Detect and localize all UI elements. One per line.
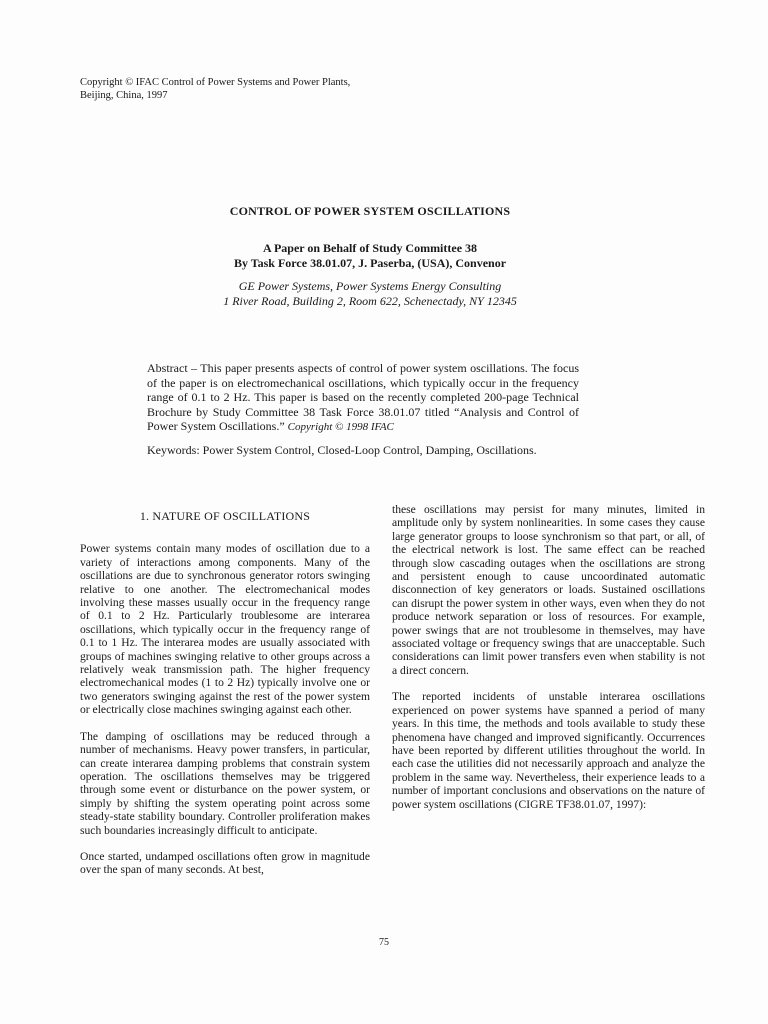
- page-number: 75: [379, 937, 389, 948]
- abstract: [147, 361, 579, 435]
- left-column: [80, 510, 370, 890]
- subtitle-line-1: A Paper on Behalf of Study Committee 38: [262, 241, 478, 255]
- paper-subtitle: [0, 241, 740, 271]
- copyright-notice: [80, 76, 400, 102]
- paper-title: CONTROL OF POWER SYSTEM OSCILLATIONS: [229, 204, 511, 218]
- keywords: Keywords: Power System Control, Closed-Loop Control, Damping, Oscillations.: [147, 443, 537, 457]
- author-affiliation: [0, 279, 740, 309]
- section-heading: 1. NATURE OF OSCILLATIONS: [139, 509, 311, 523]
- copyright-line-1: Copyright © IFAC Control of Power Systems and Power Plants,: [80, 77, 351, 88]
- body-paragraph: The reported incidents of unstable interarea oscillations experienced on power systems have spanned a period of many years. In this time, the methods and tools available to study these phenomena have changed and improved significantly. Occurrences have been reported by different utilities throughout the world. In each case the utilities did not necessarily approach and analyze the problem in the same way. Nevertheless, their experience leads to a number of important conclusions and observations on the nature of power system oscillations (CIGRE TF38.01.07, 1997):: [392, 690, 705, 811]
- affiliation-line-1: GE Power Systems, Power Systems Energy Consulting: [238, 279, 502, 293]
- body-paragraph: these oscillations may persist for many minutes, limited in amplitude only by system nonlinearities. In some cases they cause large generator groups to loose synchronism so that part, or all, of the electrical network is lost. The same effect can be reached through slow cascading outages when the oscillations are strong and persistent enough to cause uncoordinated automatic disconnection of key generators or loads. Sustained oscillations can disrupt the power system in other ways, even when they do not produce network separation or loss of resources. For example, power swings that are not troublesome in themselves, may have associated voltage or frequency swings that are unacceptable. Such considerations can limit power transfers even when stability is not a direct concern.: [392, 503, 705, 677]
- affiliation-line-2: 1 River Road, Building 2, Room 622, Schenectady, NY 12345: [223, 294, 517, 308]
- abstract-text: Abstract – This paper presents aspects of control of power system oscillations. The focus of the paper is on electromechanical oscillations, which typically occur in the frequency range of 0.1 to 2 Hz. This paper is based on the recently completed 200-page Technical Brochure by Study Committee 38 Task Force 38.01.07 titled “Analysis and Control of Power System Oscillations.”: [147, 361, 579, 434]
- body-paragraph: Once started, undamped oscillations often grow in magnitude over the span of many seconds. At best,: [80, 849, 370, 877]
- body-paragraph: The damping of oscillations may be reduced through a number of mechanisms. Heavy power transfers, in particular, can create interarea damping problems that constrain system operation. The oscillations themselves may be triggered through some event or disturbance on the power system, or simply by shifting the system operating point across some steady-state stability boundary. Controller proliferation makes such boundaries increasingly difficult to anticipate.: [80, 729, 370, 837]
- subtitle-line-2: By Task Force 38.01.07, J. Paserba, (USA), Convenor: [233, 256, 507, 270]
- abstract-copyright: Copyright © 1998 IFAC: [287, 421, 394, 434]
- right-column: [392, 503, 705, 824]
- copyright-line-2: Beijing, China, 1997: [80, 90, 168, 101]
- body-paragraph: Power systems contain many modes of oscillation due to a variety of interactions among components. Many of the oscillations are due to synchronous generator rotors swinging relative to one another. The electromechanical modes involving these masses usually occur in the frequency range of 0.1 to 2 Hz. Particularly troublesome are interarea oscillations, which typically occur in the frequency range of 0.1 to 1 Hz. The interarea modes are usually associated with groups of machines swinging relative to other groups across a relatively weak transmission path. The higher frequency electromechanical modes (1 to 2 Hz) typically involve one or two generators swinging against the rest of the power system or electrically close machines swinging against each other.: [80, 542, 370, 717]
